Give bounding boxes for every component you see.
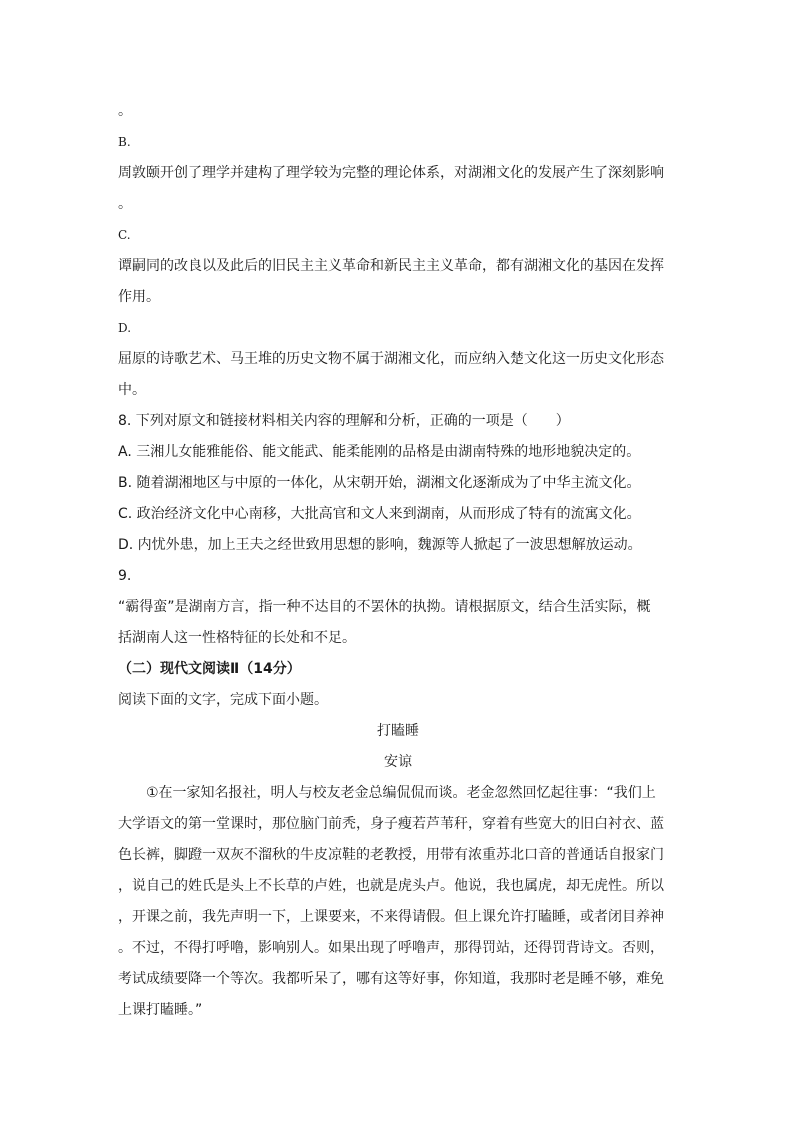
option-label-b: B. xyxy=(118,135,131,149)
option-b-text: 周敦颐开创了理学并建构了理学较为完整的理论体系，对湖湘文化的发展产生了深刻影响 xyxy=(118,165,664,181)
question-8-option-c: C. 政治经济文化中心南移，大批高官和文人来到湖南，从而形成了特有的流寓文化。 xyxy=(118,506,641,522)
article-author: 安谅 xyxy=(384,754,412,770)
paragraph-line: 上课打瞌睡。” xyxy=(118,1002,203,1018)
question-9-text-cont: 括湖南人这一性格特征的长处和不足。 xyxy=(118,630,356,646)
option-label-d: D. xyxy=(118,321,132,335)
question-8: 8. 下列对原文和链接材料相关内容的理解和分析，正确的一项是（ ） xyxy=(118,413,570,429)
option-d-text-cont: 中。 xyxy=(118,382,146,398)
paragraph-line: 大学语文的第一堂课时，那位脑门前秃，身子瘦若芦苇秆，穿着有些宽大的旧白衬衣、蓝 xyxy=(118,816,664,832)
paragraph-line: 考试成绩要降一个等次。我都听呆了，哪有这等好事，你知道，我那时老是睡不够，难免 xyxy=(118,971,664,987)
option-d-text: 屈原的诗歌艺术、马王堆的历史文物不属于湖湘文化，而应纳入楚文化这一历史文化形态 xyxy=(118,351,664,367)
paragraph-line: ，开课之前，我先声明一下，上课要来，不来得请假。但上课允许打瞌睡，或者闭目养神 xyxy=(118,909,664,925)
paragraph-line: 色长裤，脚蹬一双灰不溜秋的牛皮凉鞋的老教授，用带有浓重苏北口音的普通话自报家门 xyxy=(118,847,664,863)
paragraph-line: ，说自己的姓氏是头上不长草的卢姓，也就是虎头卢。他说，我也属虎，却无虎性。所以 xyxy=(118,878,664,894)
text-line: 。 xyxy=(118,103,132,119)
option-c-text: 谭嗣同的改良以及此后的旧民主主义革命和新民主主义革命，都有湖湘文化的基因在发挥 xyxy=(118,258,664,274)
article-title: 打瞌睡 xyxy=(377,723,419,739)
question-8-option-a: A. 三湘儿女能雅能俗、能文能武、能柔能刚的品格是由湖南特殊的地形地貌决定的。 xyxy=(118,444,641,460)
reading-instruction: 阅读下面的文字，完成下面小题。 xyxy=(118,692,328,708)
paragraph-line: 。不过，不得打呼噜，影响别人。如果出现了呼噜声，那得罚站，还得罚背诗文。否则， xyxy=(118,940,664,956)
question-8-option-d: D. 内忧外患，加上王夫之经世致用思想的影响，魏源等人掀起了一波思想解放运动。 xyxy=(118,537,642,553)
section-heading: （二）现代文阅读Ⅱ（14分） xyxy=(118,661,301,677)
paragraph-line: ①在一家知名报社，明人与校友老金总编侃侃而谈。老金忽然回忆起往事：“我们上 xyxy=(146,785,656,801)
question-9-text: “霸得蛮”是湖南方言，指一种不达目的不罢休的执拗。请根据原文，结合生活实际，概 xyxy=(118,599,651,615)
question-8-option-b: B. 随着湖湘地区与中原的一体化，从宋朝开始，湖湘文化逐渐成为了中华主流文化。 xyxy=(118,475,641,491)
question-9-number: 9. xyxy=(118,568,132,584)
option-label-c: C. xyxy=(118,228,131,242)
option-c-text-cont: 作用。 xyxy=(118,289,160,305)
text-line: 。 xyxy=(118,196,132,212)
document-page xyxy=(118,96,678,1026)
